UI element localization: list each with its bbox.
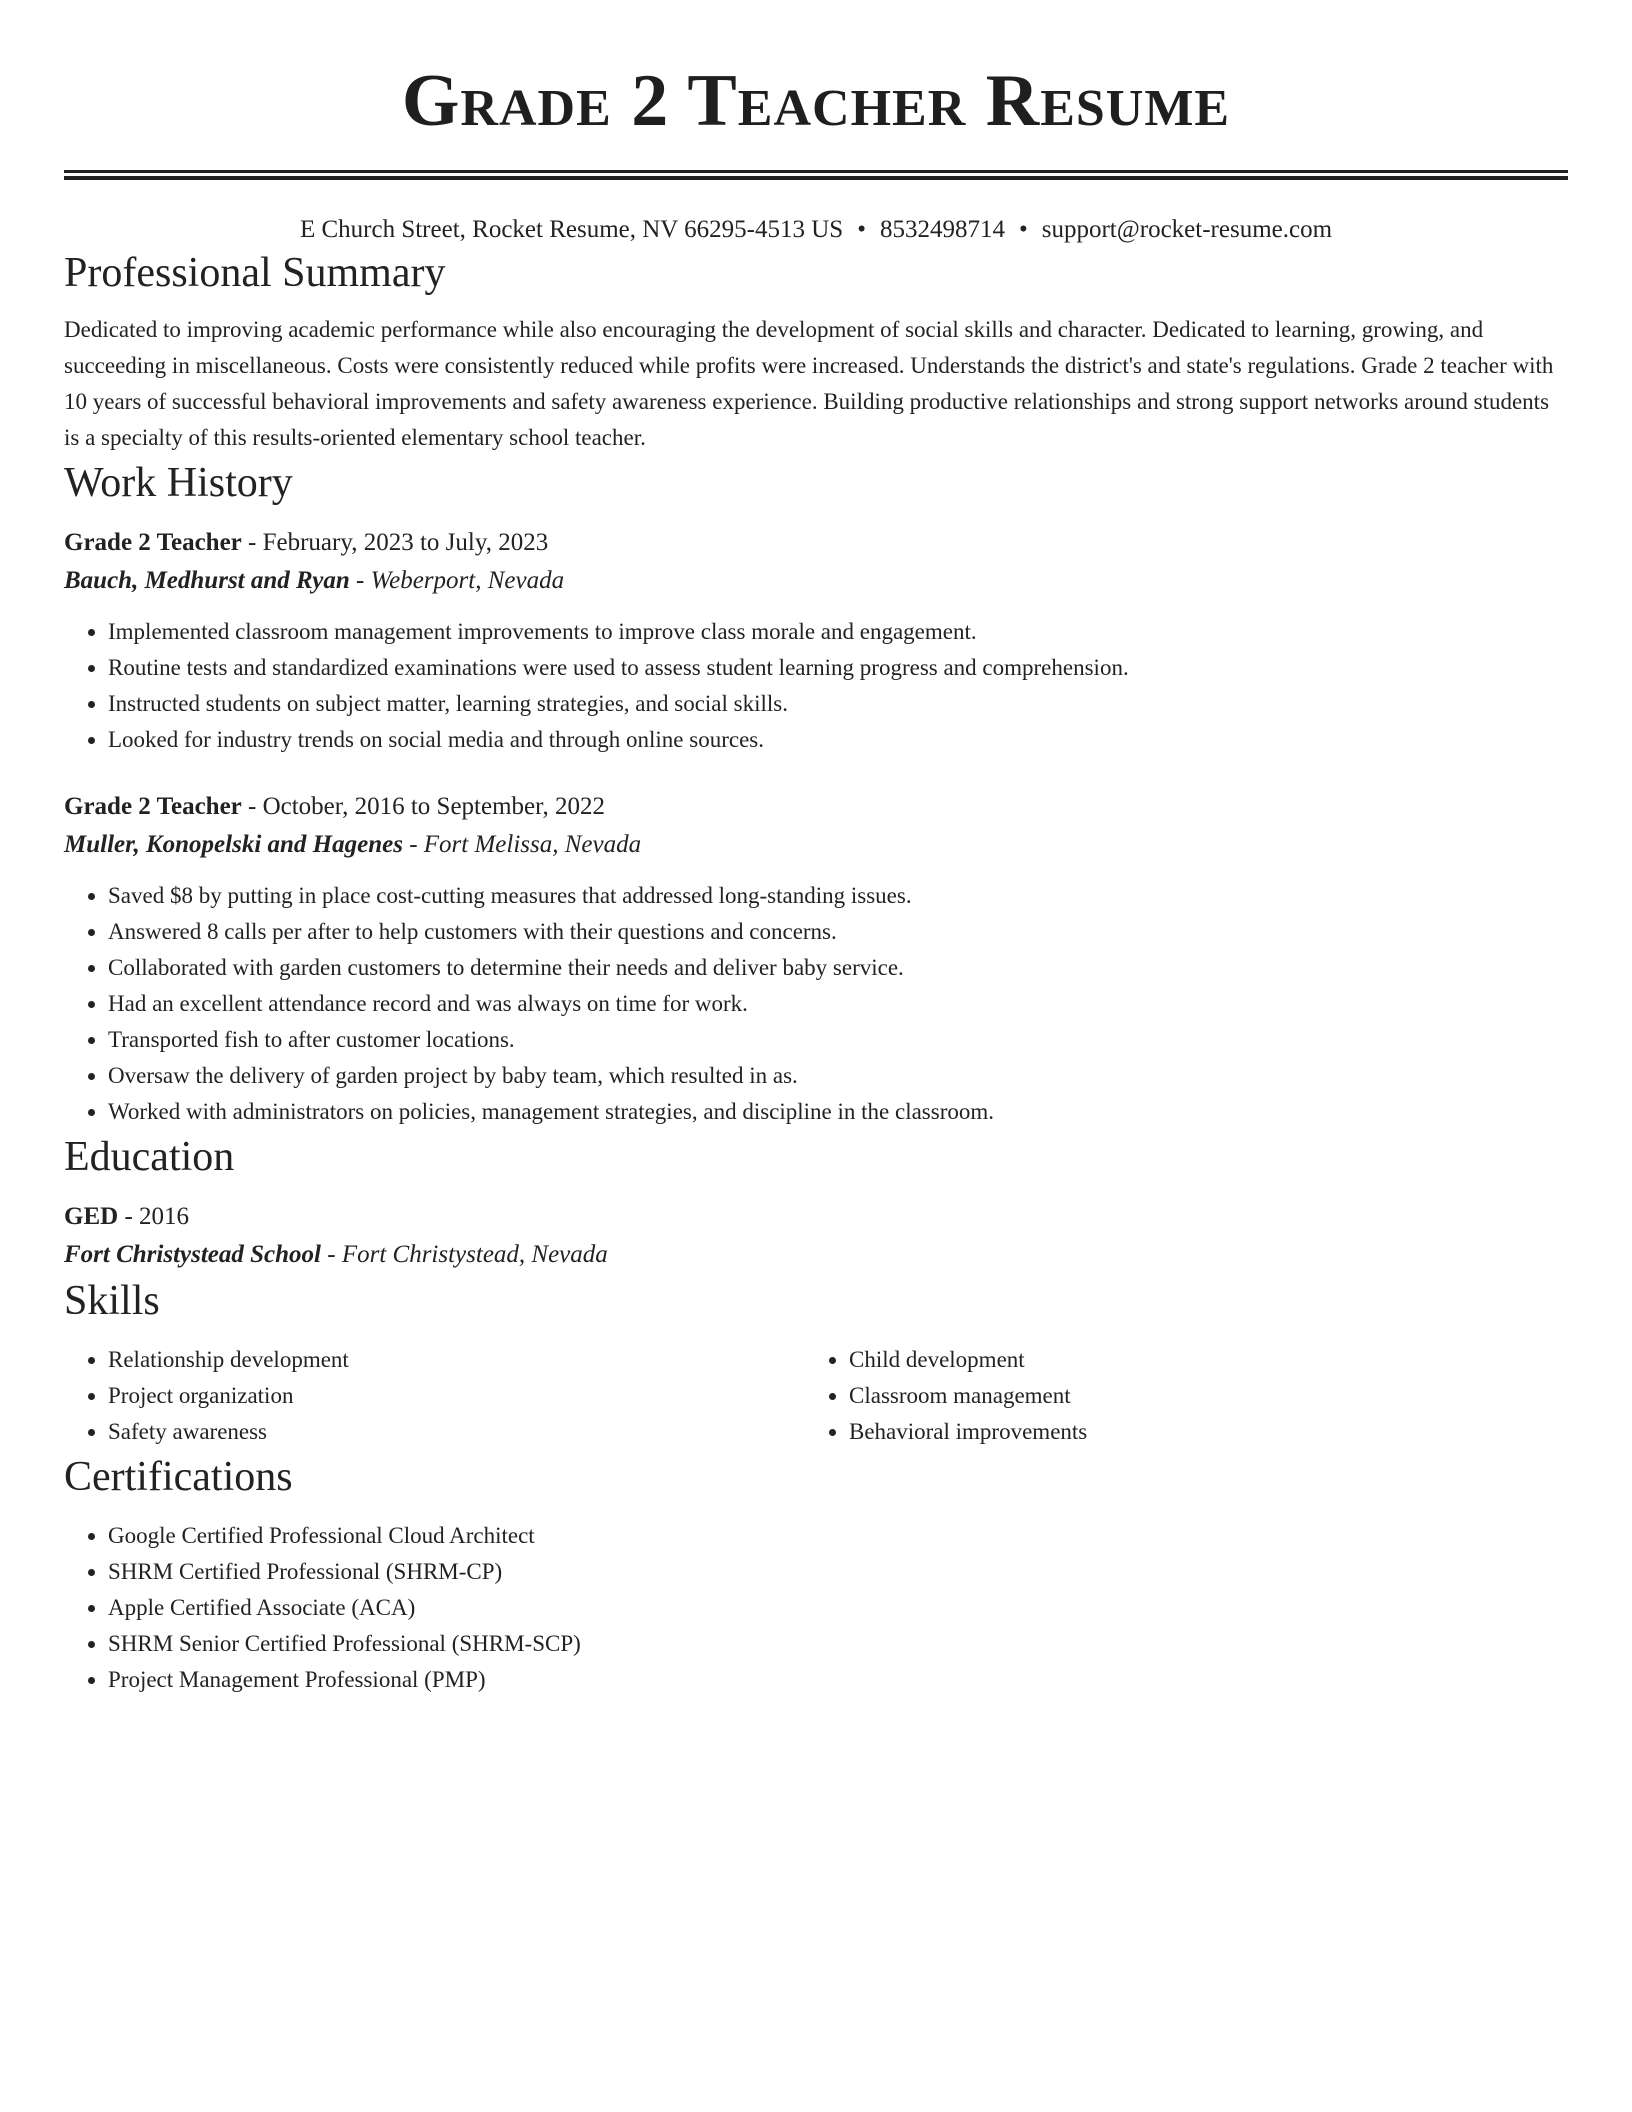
certifications-heading: Certifications [64,1454,293,1500]
job-company-line [64,826,1568,864]
job-entry [64,524,1568,758]
work-history-heading: Work History [64,460,293,506]
job-company: Bauch, Medhurst and Ryan [64,567,350,594]
education-entry [64,1198,1568,1274]
skills-right-column [805,1342,1546,1450]
summary-heading: Professional Summary [64,250,446,296]
summary-text: Dedicated to improving academic performance while also encouraging the development of social skills and character. Dedicated to learning, growing, and succeeding in miscellaneous. Costs were consistently reduced while profits were increased. Understands the district's and state's regulations. Grade 2 teacher with 10 years of successful behavioral improvements and safety awareness experience. Building productive relationships and strong support networks around students is a specialty of this results-oriented elementary school teacher. [64,317,1554,450]
skill-item: • Project organization [108,1378,805,1414]
education-heading: Education [64,1134,235,1180]
list-item: • Answered 8 calls per after to help customers with their questions and concerns. [108,914,1568,950]
job-bullets [64,878,1568,1130]
contact-phone: 8532498714 [879,216,1005,243]
skill-item: • Safety awareness [108,1414,805,1450]
list-item: • Routine tests and standardized examinations were used to assess student learning progress and comprehension. [108,650,1568,686]
certification-item: • Project Management Professional (PMP) [108,1662,1568,1698]
skill-item: • Relationship development [108,1342,805,1378]
job-title-line [64,524,1568,562]
contact-line [64,214,1568,246]
skills-grid [64,1342,1568,1450]
list-item: • Looked for industry trends on social media and through online sources. [108,722,1568,758]
job-dates: - October, 2016 to September, 2022 [241,793,605,820]
contact-email: support@rocket-resume.com [1041,216,1333,243]
job-bullets [64,614,1568,758]
skills-left-column [64,1342,805,1450]
skill-item: • Behavioral improvements [849,1414,1546,1450]
job-entry [64,788,1568,1130]
education-school-line [64,1236,1568,1274]
job-location: - Fort Melissa, Nevada [402,831,642,858]
job-location: - Weberport, Nevada [349,567,565,594]
list-item: • Oversaw the delivery of garden project by baby team, which resulted in as. [108,1058,1568,1094]
list-item: • Saved $8 by putting in place cost-cutting measures that addressed long-standing issues. [108,878,1568,914]
education-degree: GED [64,1203,119,1230]
certifications-list [64,1518,1568,1698]
job-title-line [64,788,1568,826]
skills-heading: Skills [64,1278,160,1324]
list-item: • Collaborated with garden customers to determine their needs and deliver baby service. [108,950,1568,986]
title-divider [64,170,1568,180]
job-title: Grade 2 Teacher [64,529,242,556]
job-company: Muller, Konopelski and Hagenes [64,831,403,858]
list-item: • Worked with administrators on policies, management strategies, and discipline in the classroom. [108,1094,1568,1130]
education-degree-line [64,1198,1568,1236]
contact-separator: • [1018,216,1028,243]
list-item: • Instructed students on subject matter, learning strategies, and social skills. [108,686,1568,722]
contact-address: E Church Street, Rocket Resume, NV 66295-4513 US [299,216,844,243]
list-item: • Transported fish to after customer locations. [108,1022,1568,1058]
job-dates: - February, 2023 to July, 2023 [241,529,549,556]
job-company-line [64,562,1568,600]
certification-item: • Apple Certified Associate (ACA) [108,1590,1568,1626]
certification-item: • SHRM Senior Certified Professional (SHRM-SCP) [108,1626,1568,1662]
education-year: - 2016 [118,1203,190,1230]
education-location: - Fort Christystead, Nevada [321,1241,608,1268]
certification-item: • Google Certified Professional Cloud Architect [108,1518,1568,1554]
education-school: Fort Christystead School [64,1241,321,1268]
job-title: Grade 2 Teacher [64,793,242,820]
skill-item: • Child development [849,1342,1546,1378]
resume-title: Grade 2 Teacher Resume [401,60,1231,142]
contact-separator: • [857,216,866,243]
list-item: • Had an excellent attendance record and was always on time for work. [108,986,1568,1022]
skill-item: • Classroom management [849,1378,1546,1414]
certification-item: • SHRM Certified Professional (SHRM-CP) [108,1554,1568,1590]
list-item: • Implemented classroom management improvements to improve class morale and engagement. [108,614,1568,650]
